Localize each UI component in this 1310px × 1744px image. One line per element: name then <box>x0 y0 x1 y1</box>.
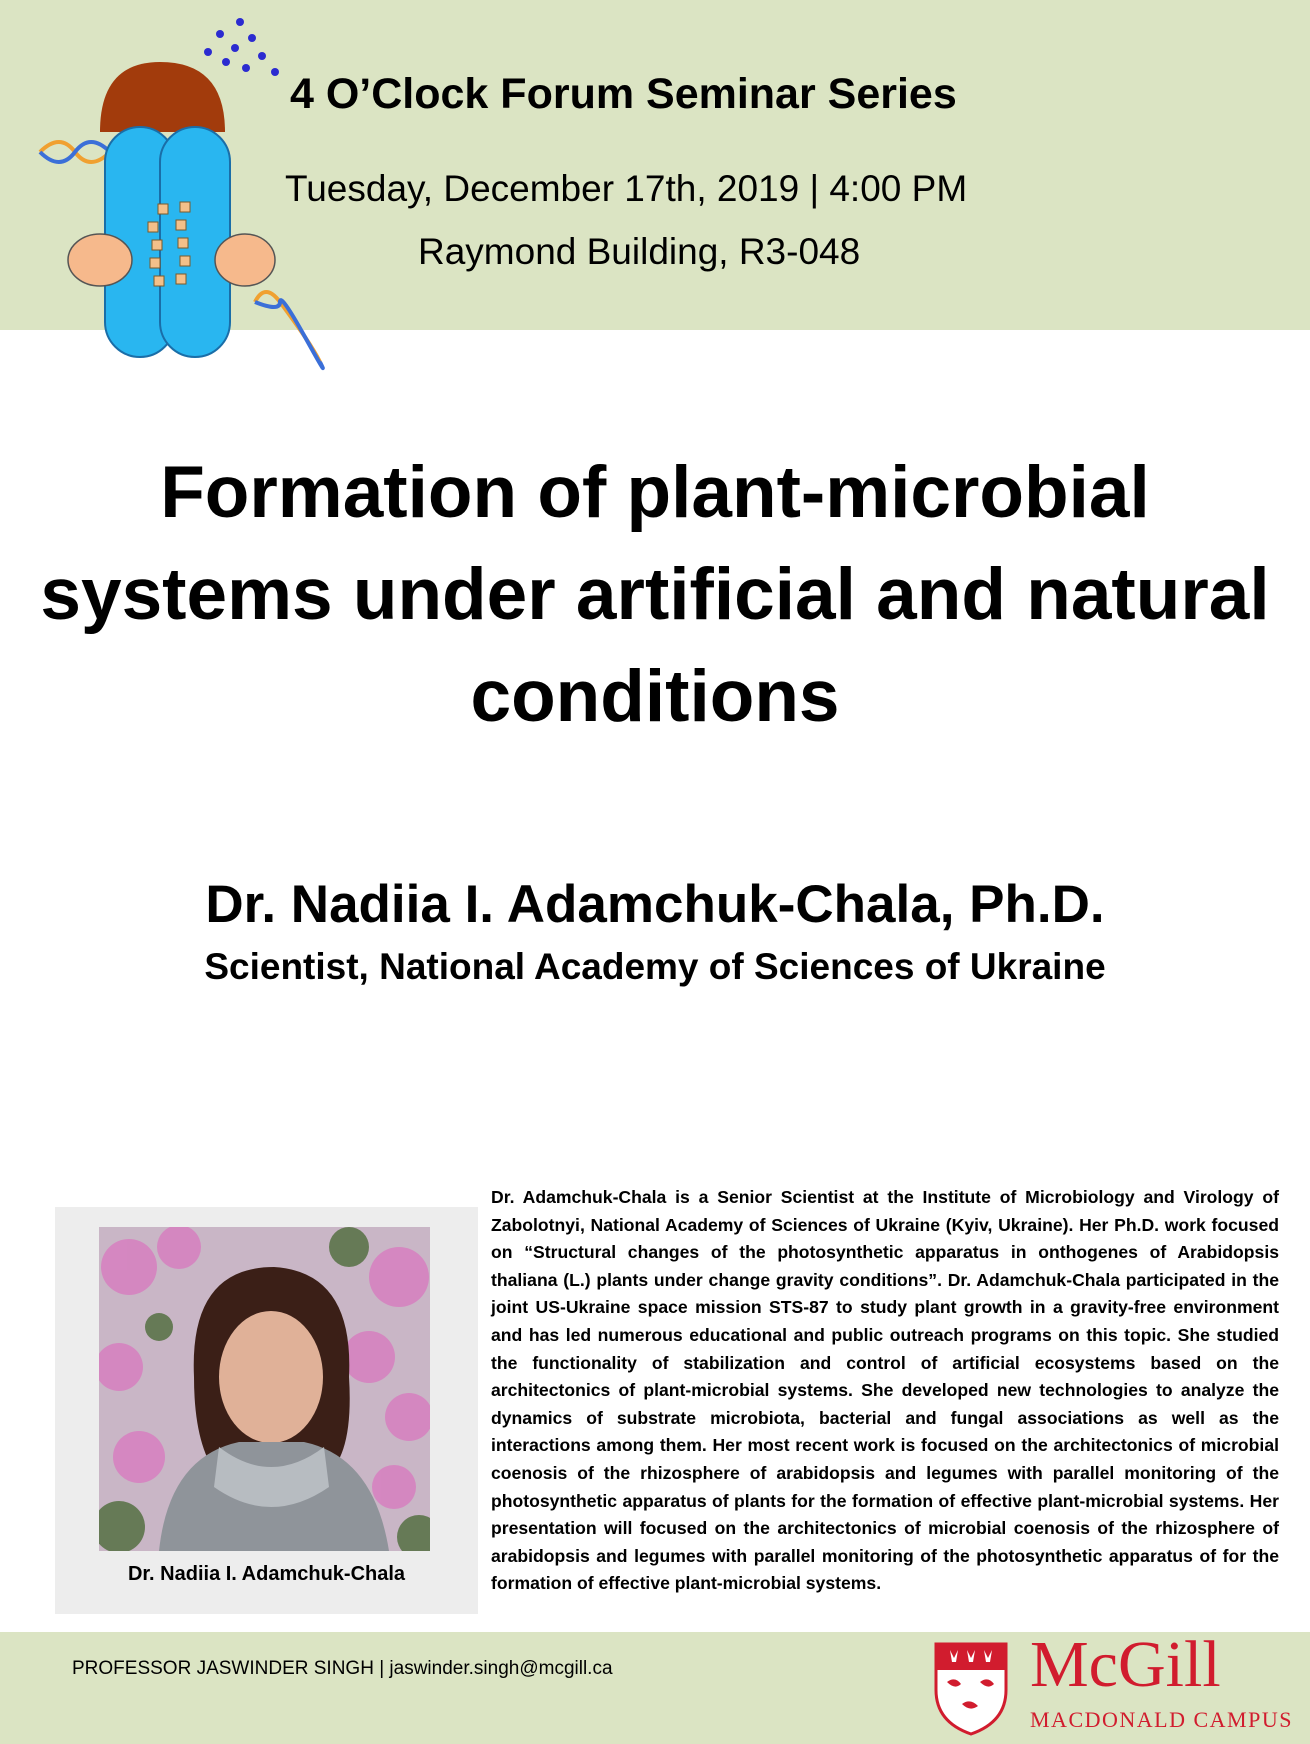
speaker-photo-frame <box>55 1207 478 1614</box>
speaker-affiliation: Scientist, National Academy of Sciences of Ukraine <box>204 946 1106 987</box>
mcgill-crest-icon <box>932 1640 1010 1736</box>
speaker-name: Dr. Nadiia I. Adamchuk-Chala, Ph.D. <box>205 875 1105 934</box>
talk-title: Formation of plant-microbial systems under artificial and natural conditions <box>40 452 1270 737</box>
event-location: Raymond Building, R3-048 <box>418 231 861 272</box>
footer-contact: PROFESSOR JASWINDER SINGH | jaswinder.singh@mcgill.ca <box>72 1658 613 1679</box>
photo-caption: Dr. Nadiia I. Adamchuk-Chala <box>127 1563 406 1585</box>
speaker-portrait-photo <box>99 1227 430 1551</box>
mcgill-wordmark: McGill <box>1030 1628 1221 1701</box>
series-title: 4 O’Clock Forum Seminar Series <box>290 70 957 118</box>
speaker-bio: Dr. Adamchuk-Chala is a Senior Scientist at the Institute of Microbiology and Virology of Zabolotnyi, National Academy of Sciences of Ukraine (Kyiv, Ukraine). Her Ph.D. work focused on “Structural changes of the photosynthetic apparatus in onthogenes of Arabidopsis thaliana (L.) plants under change gravity conditions”. Dr. Adamchuk-Chala participated in the joint US-Ukraine space mission STS-87 to study plant growth in a gravity-free environment and has led numerous educational and public outreach programs on this topic. She studied the functionality of stabilization and control of artificial ecosystems based on the architectonics of plant-microbial systems. She developed new technologies to analyze the dynamics of substrate microbiota, bacterial and fungal associations as well as the interactions among them. Her most recent work is focused on the architectonics of microbial coenosis of the rhizosphere of arabidopsis and legumes with parallel monitoring of the photosynthetic apparatus of plants for the formation of effective plant-microbial systems. Her presentation will focused on the architectonics of microbial coenosis of the rhizosphere of arabidopsis and legumes with parallel monitoring of the photosynthetic apparatus of for the formation of effective plant-microbial systems. <box>491 1187 1279 1594</box>
macdonald-campus-label: MACDONALD CAMPUS <box>1030 1707 1293 1732</box>
event-date-time: Tuesday, December 17th, 2019 | 4:00 PM <box>285 168 968 209</box>
